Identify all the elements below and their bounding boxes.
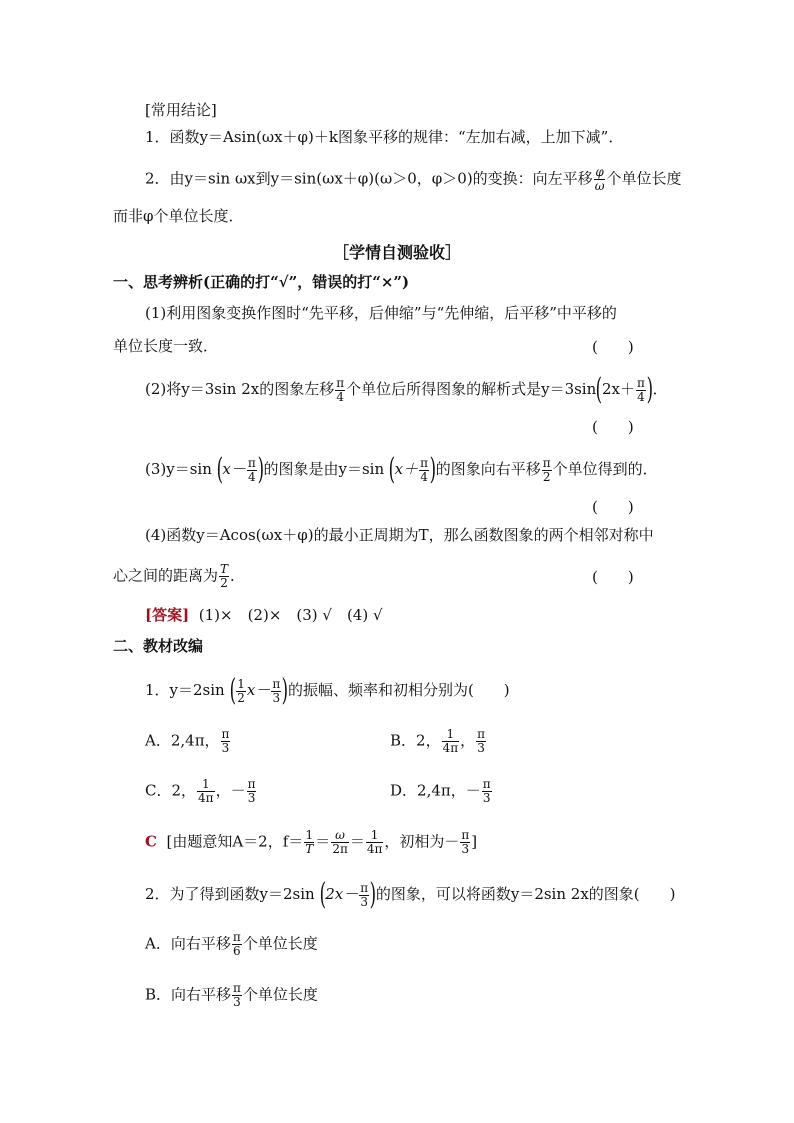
problem-2-option-b: B．向右平移 $\frac{\pi}{3}$ 个单位长度 <box>145 981 318 1009</box>
problem-1-answer: C [由题意知A＝2，f＝ $\frac{1}{T}$ ＝ $\frac{\omega}{2\pi}$ ＝ $\frac{1}{4\pi}$ ，初相为－ $\frac{\pi}{3}$ ] <box>145 828 478 856</box>
answer-blank-4: ( ) <box>592 568 634 586</box>
problem-1: 1．y＝2sin ( $\frac{1}{2}$ x－ $\frac{\pi}{3}$ )的振幅、频率和初相分别为( ) <box>145 673 510 708</box>
problem-1-option-a: A．2,4π， $\frac{\pi}{3}$ B．2， $\frac{1}{4\pi}$ ， $\frac{\pi}{3}$ <box>145 727 486 755</box>
answer-blank-1: ( ) <box>592 338 634 356</box>
question-4-cont: 心之间的距离为 $\frac{T}{2}$ ． <box>113 562 246 590</box>
part1-heading: 一、思考辨析(正确的打“√”，错误的打“×”) <box>113 273 410 291</box>
question-4: (4)函数y＝Acos(ωx＋φ)的最小正周期为T，那么函数图象的两个相邻对称中 <box>145 526 654 544</box>
answer-line: [答案] (1)× (2)× (3) √ (4) √ <box>145 606 383 624</box>
question-3: (3)y＝sin (x－ $\frac{\pi}{4}$ )的图象是由y＝sin (x＋ $\frac{\pi}{4}$ )的图象向右平移 $\frac{\pi}{2}$ 个单位得到的． <box>145 452 658 487</box>
problem-2-option-a: A．向右平移 $\frac{\pi}{6}$ 个单位长度 <box>145 930 318 958</box>
section-title: ［学情自测验收］ <box>332 243 461 262</box>
problem-2: 2．为了得到函数y＝2sin (2x－ $\frac{\pi}{3}$ )的图象，可以将函数y＝2sin 2x的图象( ) <box>145 877 676 912</box>
question-1-cont: 单位长度一致． <box>113 337 219 355</box>
conclusion-item-2-cont: 而非φ个单位长度． <box>113 207 244 225</box>
problem-1-option-c: C．2， $\frac{1}{4\pi}$ ，－ $\frac{\pi}{3}$ D．2,4π，－ $\frac{\pi}{3}$ <box>145 777 491 805</box>
conclusion-item-1: 1．函数y＝Asin(ωx＋φ)＋k图象平移的规律：“左加右减，上加下减”． <box>145 128 624 146</box>
fraction: $\frac{\varphi}{\omega}$ <box>594 165 605 193</box>
question-1: (1)利用图象变换作图时“先平移，后伸缩”与“先伸缩，后平移”中平移的 <box>145 304 617 322</box>
answer-blank-2: ( ) <box>592 418 634 436</box>
conclusion-item-2: 2．由y＝sin ωx到y＝sin(ωx＋φ)(ω＞0，φ＞0)的变换：向左平移 $\frac{\varphi}{\omega}$ 个单位长度 <box>145 165 682 193</box>
conclusion-heading: [常用结论] <box>145 101 217 119</box>
problem-1-option-b: B．2， $\frac{1}{4\pi}$ ， $\frac{\pi}{3}$ <box>390 727 486 755</box>
answer-blank-3: ( ) <box>592 498 634 516</box>
question-2: (2)将y＝3sin 2x的图象左移 $\frac{\pi}{4}$ 个单位后所得图象的解析式是y＝3sin(2x＋ $\frac{\pi}{4}$ )． <box>145 372 668 407</box>
part2-heading: 二、教材改编 <box>113 637 204 655</box>
problem-1-option-d: D．2,4π，－ $\frac{\pi}{3}$ <box>390 777 491 805</box>
